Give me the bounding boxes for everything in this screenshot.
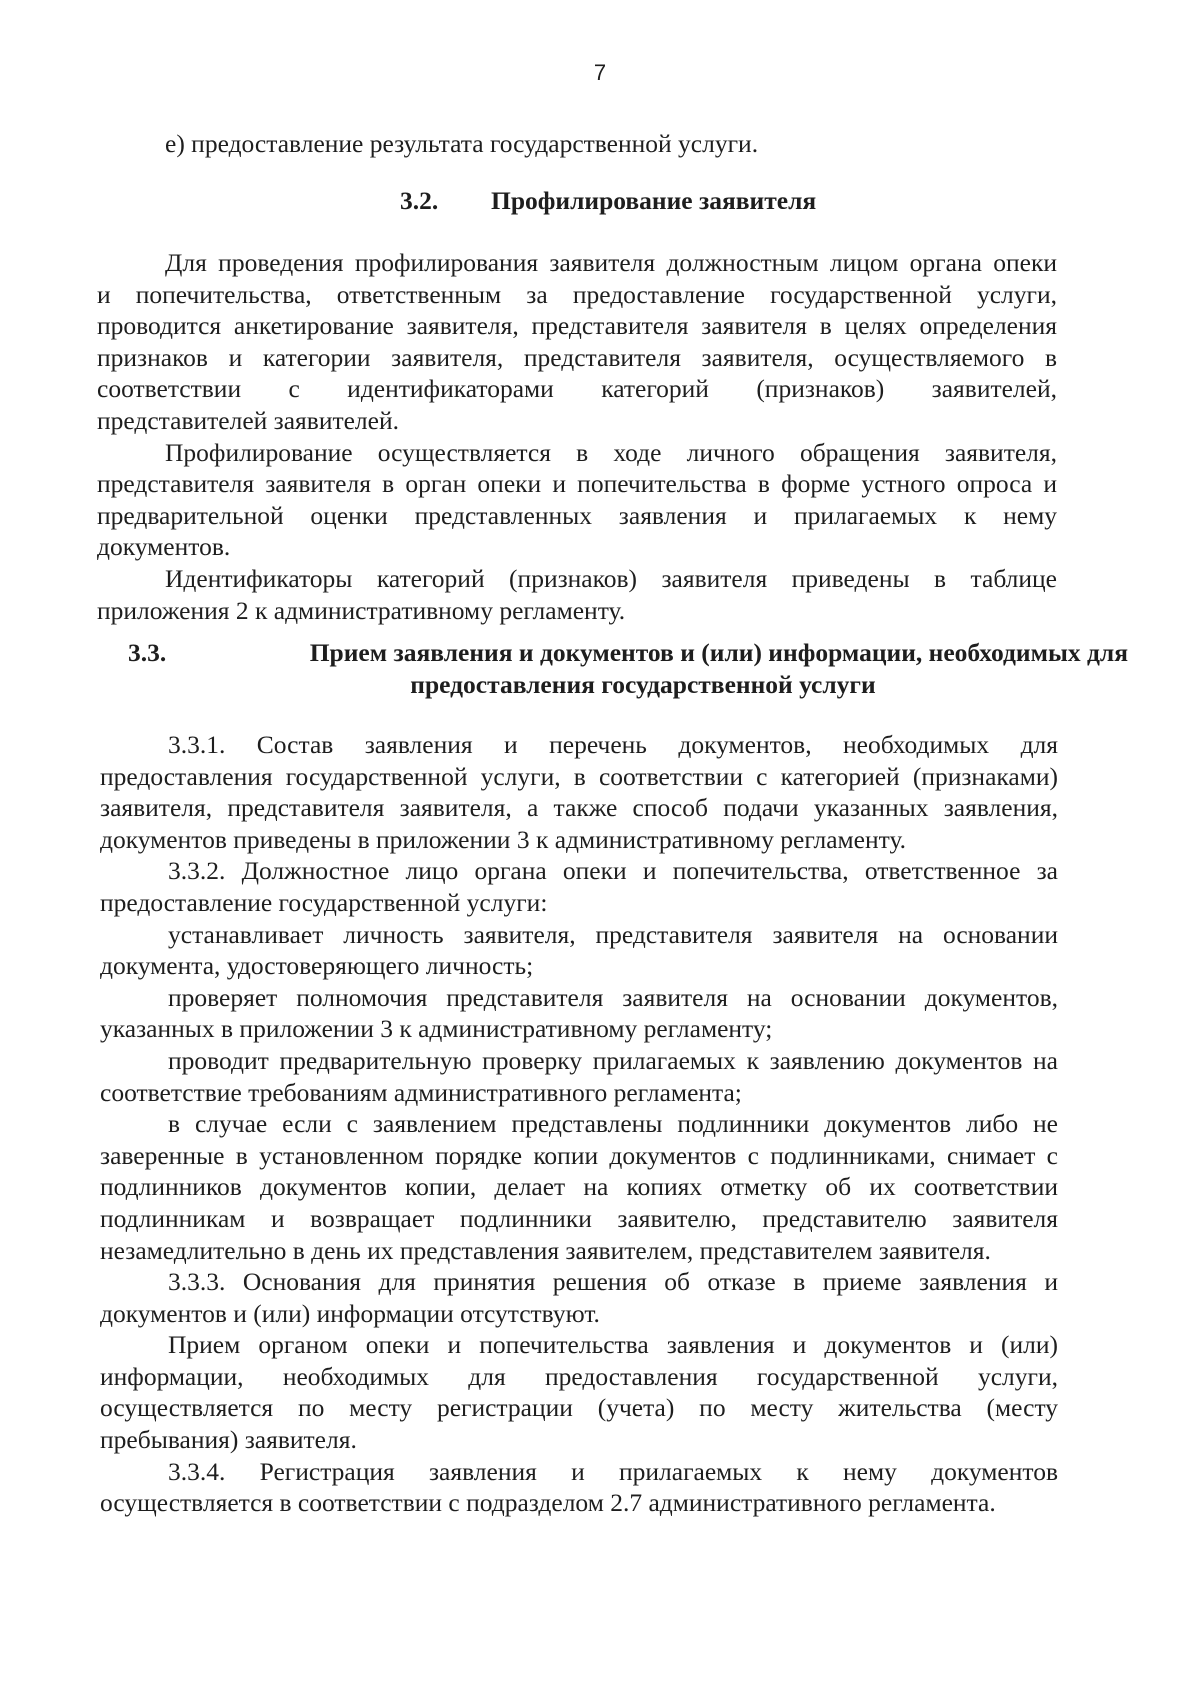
section-3-2-title: Профилирование заявителя [491, 186, 817, 215]
paragraph-line: представителей заявителей. [97, 405, 399, 435]
page-number: 7 [593, 60, 607, 85]
paragraph-line: Идентификаторы категорий (признаков) заявителя приведены в таблице [165, 563, 1057, 593]
paragraph-line: подлинников документов копии, делает на копиях отметку об их соответствии [100, 1172, 1058, 1202]
paragraph-line: проверяет полномочия представителя заявителя на основании документов, [168, 982, 1058, 1012]
item-e-text: е) предоставление результата государственной услуги. [165, 129, 759, 158]
paragraph-line: пребывания) заявителя. [100, 1425, 357, 1455]
paragraph-line: в случае если с заявлением представлены подлинники документов либо не [168, 1109, 1058, 1139]
section-3-2-heading [400, 186, 816, 216]
section-3-2-number: 3.2. [400, 186, 439, 215]
paragraph-line: заявителя, представителя заявителя, а также способ подачи указанных заявления, [100, 793, 1058, 823]
paragraph-line: предоставление государственной услуги: [100, 887, 548, 917]
paragraph-line: предоставления государственной услуги, в соответствии с категорией (признаками) [100, 761, 1058, 791]
paragraph-line: 3.3.4. Регистрация заявления и прилагаемых к нему документов [168, 1456, 1058, 1486]
paragraph-line: проводит предварительную проверку прилагаемых к заявлению документов на [168, 1045, 1058, 1075]
item-e [165, 128, 1125, 160]
section-3-3-number: 3.3. [128, 638, 167, 667]
paragraph-line: 3.3.1. Состав заявления и перечень документов, необходимых для [168, 730, 1058, 759]
paragraph-line: Прием органом опеки и попечительства заявления и документов и (или) [168, 1330, 1058, 1360]
paragraph-line: представителя заявителя в орган опеки и попечительства в форме устного опроса и [97, 469, 1057, 499]
paragraph-line: незамедлительно в день их представления заявителем, представителем заявителя. [100, 1235, 991, 1265]
paragraph-line: документов. [97, 532, 231, 562]
paragraph-line: документа, удостоверяющего личность; [100, 951, 534, 981]
paragraph-line: 3.3.3. Основания для принятия решения об отказе в приеме заявления и [168, 1267, 1058, 1297]
paragraph-line: устанавливает личность заявителя, представителя заявителя на основании [168, 919, 1058, 949]
paragraph-line: документов и (или) информации отсутствуют. [100, 1298, 600, 1328]
paragraph-line: и попечительства, ответственным за предоставление государственной услуги, [97, 279, 1057, 309]
paragraph-line: указанных в приложении 3 к административному регламенту; [100, 1014, 773, 1044]
section-3-3-title-line-1: Прием заявления и документов и (или) информации, необходимых для [309, 638, 1128, 667]
paragraph-line: осуществляется в соответствии с подразделом 2.7 административного регламента. [100, 1488, 996, 1518]
paragraph-line: документов приведены в приложении 3 к административному регламенту. [100, 824, 907, 854]
paragraph-line: проводится анкетирование заявителя, представителя заявителя в целях определения [97, 311, 1057, 341]
paragraph-line: Профилирование осуществляется в ходе личного обращения заявителя, [165, 437, 1057, 467]
paragraph-line: предварительной оценки представленных заявления и прилагаемых к нему [97, 500, 1057, 530]
section-3-3-heading [128, 637, 1128, 700]
paragraph-line: осуществляется по месту регистрации (учета) по месту жительства (месту [100, 1393, 1058, 1423]
paragraph-line: информации, необходимых для предоставления государственной услуги, [100, 1361, 1058, 1391]
paragraph-line: признаков и категории заявителя, представителя заявителя, осуществляемого в [97, 342, 1057, 372]
paragraph-line: приложения 2 к административному регламенту. [97, 595, 626, 625]
section-3-3-body [100, 729, 1058, 1519]
paragraph-line: заверенные в установленном порядке копии документов с подлинниками, снимает с [100, 1140, 1058, 1170]
paragraph-line: 3.3.2. Должностное лицо органа опеки и попечительства, ответственное за [168, 856, 1058, 886]
paragraph-line: подлинникам и возвращает подлинники заявителю, представителю заявителя [100, 1203, 1058, 1233]
section-3-2-body [97, 247, 1057, 626]
paragraph-line: соответствии с идентификаторами категорий (признаков) заявителей, [97, 374, 1057, 404]
paragraph-line: соответствие требованиям административного регламента; [100, 1077, 742, 1107]
section-3-3-title-line-2: предоставления государственной услуги [410, 669, 876, 699]
paragraph-line: Для проведения профилирования заявителя должностным лицом органа опеки [165, 248, 1057, 277]
section-3-3-heading-line-1 [128, 637, 1128, 669]
